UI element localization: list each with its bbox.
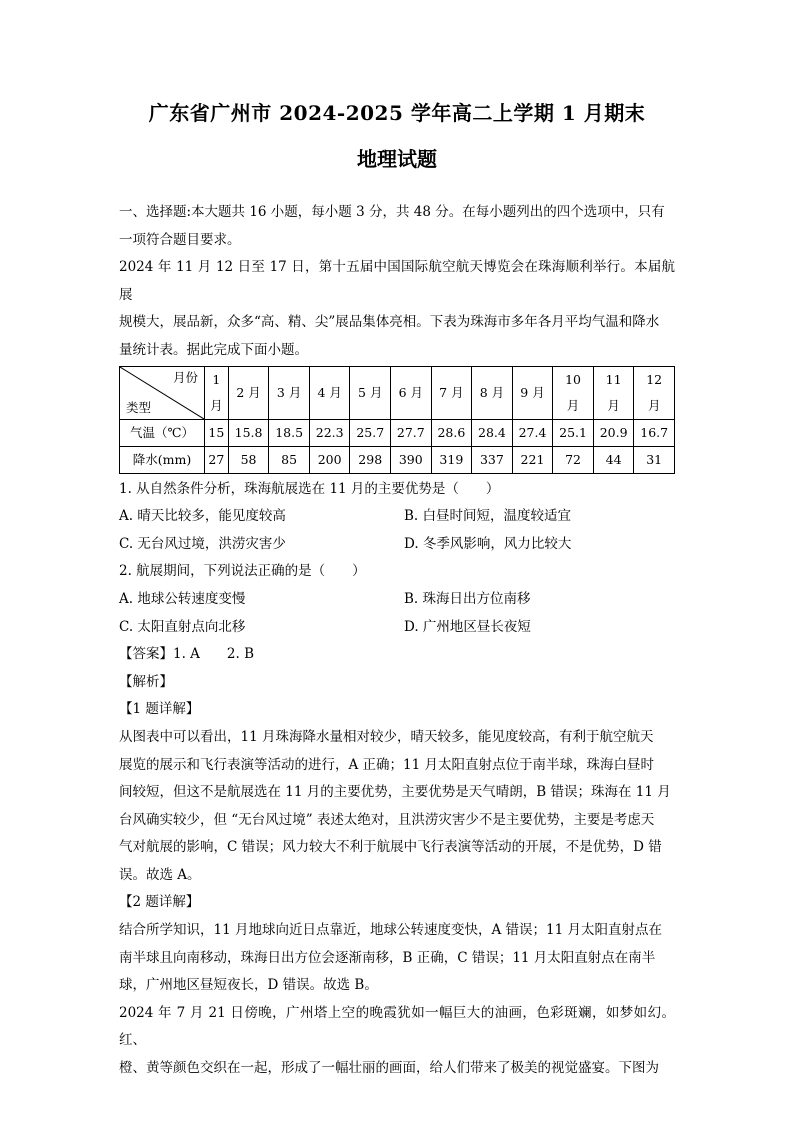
table-cell: 44 bbox=[593, 446, 634, 473]
row-label: 气温（℃） bbox=[120, 419, 205, 446]
question-stem: 1. 从自然条件分析，珠海航展选在 11 月的主要优势是（ ） bbox=[119, 480, 500, 497]
option-a: A. 晴天比较多，能见度较高 bbox=[119, 508, 286, 525]
option-b: B. 珠海日出方位南移 bbox=[404, 590, 531, 607]
month-header: 1 月 bbox=[205, 366, 229, 419]
option-d: D. 广州地区昼长夜短 bbox=[404, 618, 531, 635]
option-a: A. 地球公转速度变慢 bbox=[119, 590, 246, 607]
climate-table bbox=[119, 366, 675, 474]
month-header: 8 月 bbox=[472, 366, 513, 419]
detail-line: 误。故选 A。 bbox=[119, 866, 201, 883]
table-row bbox=[120, 419, 675, 446]
option-b: B. 白昼时间短，温度较适宜 bbox=[404, 508, 572, 525]
detail-line: 台风确实较少，但 “无台风过境” 表述太绝对，且洪涝灾害少不是主要优势，主要是考虑天 bbox=[119, 811, 655, 828]
table-cell: 27.7 bbox=[391, 419, 432, 446]
option-row bbox=[119, 531, 675, 559]
month-header: 4 月 bbox=[309, 366, 350, 419]
table-cell: 85 bbox=[269, 446, 310, 473]
passage-line: 量统计表。据此完成下面小题。 bbox=[119, 341, 308, 358]
table-row bbox=[120, 446, 675, 473]
table-cell: 22.3 bbox=[309, 419, 350, 446]
page-title: 广东省广州市 2024-2025 学年高二上学期 1 月期末 bbox=[148, 101, 646, 125]
month-header: 9 月 bbox=[512, 366, 553, 419]
month-header: 5 月 bbox=[350, 366, 391, 419]
table-cell: 15 bbox=[205, 419, 229, 446]
month-header: 2 月 bbox=[228, 366, 269, 419]
table-cell: 25.7 bbox=[350, 419, 391, 446]
section-header-line: 一项符合题目要求。 bbox=[119, 231, 241, 248]
table-cell: 18.5 bbox=[269, 419, 310, 446]
detail-line: 气对航展的影响，C 错误；风力较大不利于航展中飞行表演等活动的开展，不是优势，D 错 bbox=[119, 839, 662, 856]
table-cell: 390 bbox=[391, 446, 432, 473]
detail-line: 南半球且向南移动，珠海日出方位会逐渐南移，B 正确，C 错误；11 月太阳直射点在南半 bbox=[119, 949, 656, 966]
table-cell: 72 bbox=[553, 446, 594, 473]
table-cell: 16.7 bbox=[634, 419, 675, 446]
month-header: 6 月 bbox=[391, 366, 432, 419]
row-label: 降水(mm) bbox=[120, 446, 205, 473]
table-cell: 200 bbox=[309, 446, 350, 473]
month-header: 3 月 bbox=[269, 366, 310, 419]
month-header: 10 月 bbox=[553, 366, 594, 419]
document-body bbox=[119, 199, 675, 1083]
table-cell: 27 bbox=[205, 446, 229, 473]
table-cell: 25.1 bbox=[553, 419, 594, 446]
month-header: 11 月 bbox=[593, 366, 634, 419]
table-cell: 28.4 bbox=[472, 419, 513, 446]
detail-line: 结合所学知识，11 月地球向近日点靠近，地球公转速度变快，A 错误；11 月太阳直射点在 bbox=[119, 922, 662, 939]
detail-line: 球，广州地区昼短夜长，D 错误。故选 B。 bbox=[119, 977, 378, 994]
detail-label: 【1 题详解】 bbox=[119, 701, 200, 718]
detail-label: 【2 题详解】 bbox=[119, 894, 200, 911]
table-corner-cell bbox=[120, 366, 205, 419]
detail-line: 间较短，但这不是航展选在 11 月的主要优势，主要优势是天气晴朗，B 错误；珠海在 11 月 bbox=[119, 784, 671, 801]
section-header-line: 一、选择题:本大题共 16 小题，每小题 3 分，共 48 分。在每小题列出的四个选项中，只有 bbox=[119, 204, 665, 220]
option-d: D. 冬季风影响，风力比较大 bbox=[404, 535, 572, 552]
passage-line: 橙、黄等颜色交织在一起，形成了一幅壮丽的画面，给人们带来了极美的视觉盛宴。下图为 bbox=[119, 1060, 659, 1077]
passage-line: 规模大，展品新，众多“高、精、尖”展品集体亮相。下表为珠海市多年各月平均气温和降水 bbox=[119, 314, 660, 331]
table-cell: 31 bbox=[634, 446, 675, 473]
table-header-row bbox=[120, 366, 675, 419]
option-row bbox=[119, 503, 675, 531]
page-subtitle: 地理试题 bbox=[357, 147, 437, 171]
table-cell: 319 bbox=[431, 446, 472, 473]
corner-label-month: 月份 bbox=[172, 369, 198, 385]
question-stem: 2. 航展期间，下列说法正确的是（ ） bbox=[119, 563, 366, 580]
table-cell: 58 bbox=[228, 446, 269, 473]
corner-label-type: 类型 bbox=[126, 399, 152, 415]
table-cell: 298 bbox=[350, 446, 391, 473]
detail-line: 从图表中可以看出，11 月珠海降水量相对较少，晴天较多，能见度较高，有利于航空航天 bbox=[119, 728, 654, 745]
option-row bbox=[119, 586, 675, 614]
table-cell: 337 bbox=[472, 446, 513, 473]
option-row bbox=[119, 614, 675, 642]
answer-line: 【答案】1. A 2. B bbox=[119, 646, 255, 663]
table-cell: 27.4 bbox=[512, 419, 553, 446]
table-cell: 20.9 bbox=[593, 419, 634, 446]
passage-line: 2024 年 11 月 12 日至 17 日，第十五届中国国际航空航天博览会在珠海顺利举行。本届航展 bbox=[119, 259, 675, 303]
analysis-label: 【解析】 bbox=[119, 673, 173, 690]
detail-line: 展览的展示和飞行表演等活动的进行，A 正确；11 月太阳直射点位于南半球，珠海白昼时 bbox=[119, 756, 655, 773]
month-header: 12 月 bbox=[634, 366, 675, 419]
table-cell: 221 bbox=[512, 446, 553, 473]
option-c: C. 太阳直射点向北移 bbox=[119, 618, 246, 635]
option-c: C. 无台风过境，洪涝灾害少 bbox=[119, 535, 286, 552]
month-header: 7 月 bbox=[431, 366, 472, 419]
passage-line: 2024 年 7 月 21 日傍晚，广州塔上空的晚霞犹如一幅巨大的油画，色彩斑斓，如梦如幻。红、 bbox=[119, 1004, 675, 1049]
table-cell: 28.6 bbox=[431, 419, 472, 446]
table-cell: 15.8 bbox=[228, 419, 269, 446]
